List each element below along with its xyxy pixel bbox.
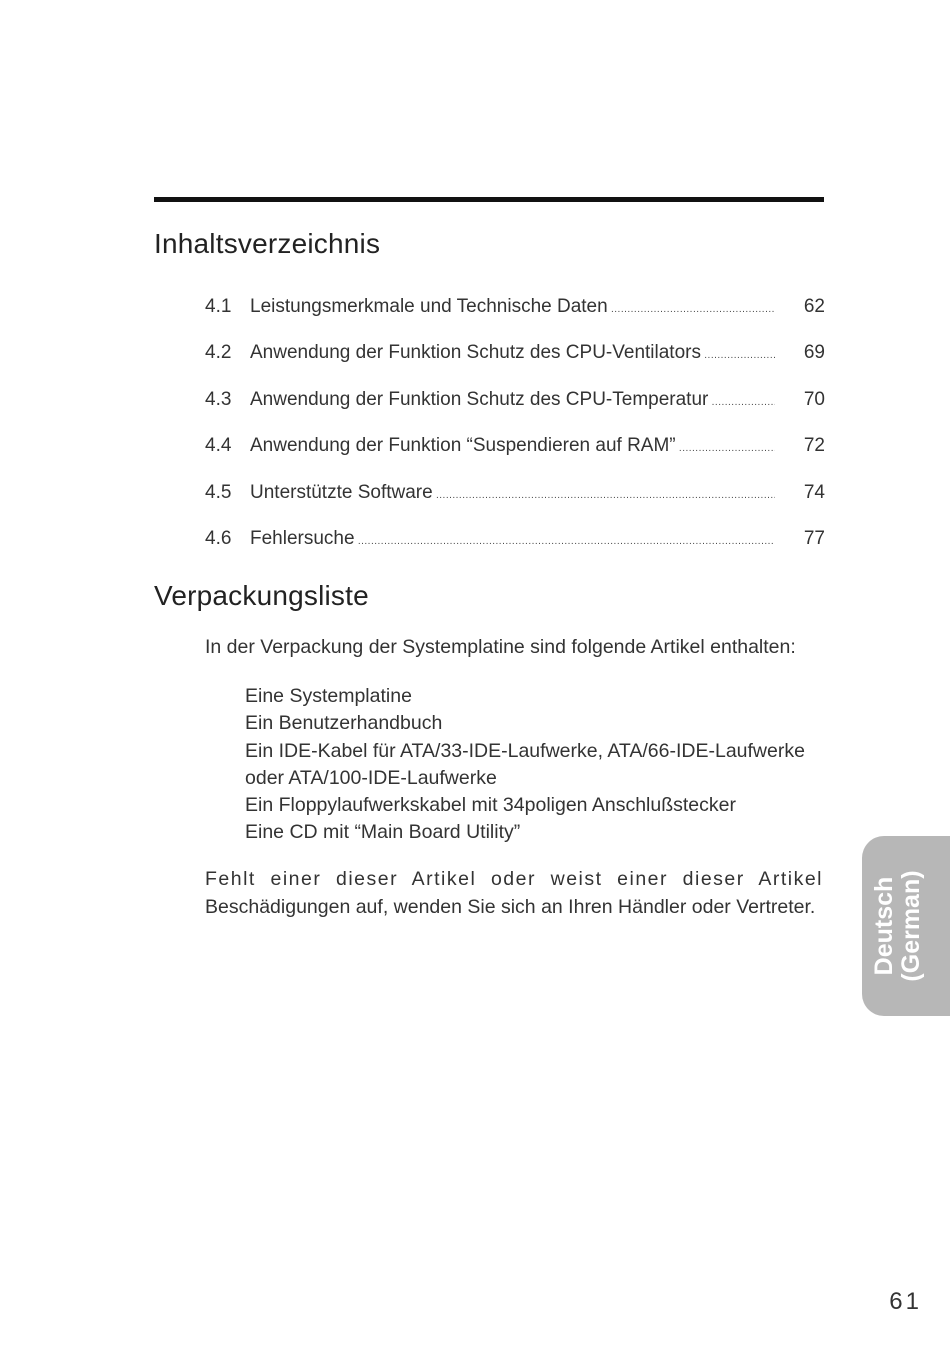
toc-entry-page: 69 bbox=[803, 342, 825, 364]
list-item: oder ATA/100-IDE-Laufwerke bbox=[245, 766, 497, 789]
toc-entry-text: Leistungsmerkmale und Technische Daten ..... bbox=[250, 296, 775, 318]
list-item: Ein Floppylaufwerkskabel mit 34poligen Anschlußstecker bbox=[245, 794, 736, 817]
toc-entry[interactable] bbox=[205, 342, 825, 388]
list-item: Eine CD mit “Main Board Utility” bbox=[245, 821, 521, 844]
toc-entry-number: 4.1 bbox=[205, 296, 232, 317]
packing-closing-note bbox=[205, 866, 823, 921]
page-number: 61 bbox=[889, 1288, 922, 1315]
toc-entry-text: Unterstützte Software ..... bbox=[250, 482, 775, 504]
toc-entry-text: Anwendung der Funktion Schutz des CPU-Ventilators ..... bbox=[250, 342, 775, 364]
toc-entry[interactable] bbox=[205, 482, 825, 528]
toc-entry-text: Anwendung der Funktion “Suspendieren auf RAM” ..... bbox=[250, 435, 775, 457]
toc-title: Inhaltsverzeichnis bbox=[154, 228, 381, 259]
toc-entry[interactable] bbox=[205, 435, 825, 481]
toc-entry-page: 62 bbox=[803, 296, 825, 317]
list-item: Eine Systemplatine bbox=[245, 685, 412, 707]
toc-entry-page: 74 bbox=[803, 481, 825, 503]
toc-entry-page: 77 bbox=[803, 527, 825, 549]
toc-entry-text: Anwendung der Funktion Schutz des CPU-Temperatur ..... bbox=[250, 389, 775, 411]
toc-entry[interactable] bbox=[205, 296, 825, 342]
toc-entry[interactable] bbox=[205, 528, 825, 574]
toc-entry-page: 72 bbox=[803, 435, 825, 457]
closing-line-1: Fehlt einer dieser Artikel oder weist einer dieser Artikel bbox=[205, 868, 823, 890]
language-tab-label bbox=[871, 870, 925, 981]
packing-list-title: Verpackungsliste bbox=[154, 580, 369, 611]
toc-entry-number: 4.5 bbox=[205, 481, 232, 503]
toc-entry[interactable] bbox=[205, 389, 825, 435]
packing-intro: In der Verpackung der Systemplatine sind folgende Artikel enthalten: bbox=[205, 636, 796, 658]
language-tab-line-2: (German) bbox=[897, 870, 925, 982]
toc-entry-number: 4.2 bbox=[205, 342, 232, 364]
header-rule bbox=[154, 197, 824, 202]
table-of-contents bbox=[205, 296, 825, 574]
language-tab-line-1: Deutsch bbox=[870, 876, 898, 976]
toc-entry-number: 4.6 bbox=[205, 527, 232, 549]
closing-line-2: Beschädigungen auf, wenden Sie sich an Ihren Händler oder Vertreter. bbox=[205, 895, 816, 918]
toc-entry-page: 70 bbox=[803, 388, 825, 410]
toc-entry-text: Fehlersuche ..... bbox=[250, 528, 775, 550]
packing-items bbox=[245, 683, 825, 847]
list-item: Ein IDE-Kabel für ATA/33-IDE-Laufwerke, ATA/66-IDE-Laufwerke bbox=[245, 739, 805, 762]
list-item: Ein Benutzerhandbuch bbox=[245, 712, 443, 735]
toc-entry-number: 4.3 bbox=[205, 388, 232, 410]
toc-entry-number: 4.4 bbox=[205, 435, 232, 457]
